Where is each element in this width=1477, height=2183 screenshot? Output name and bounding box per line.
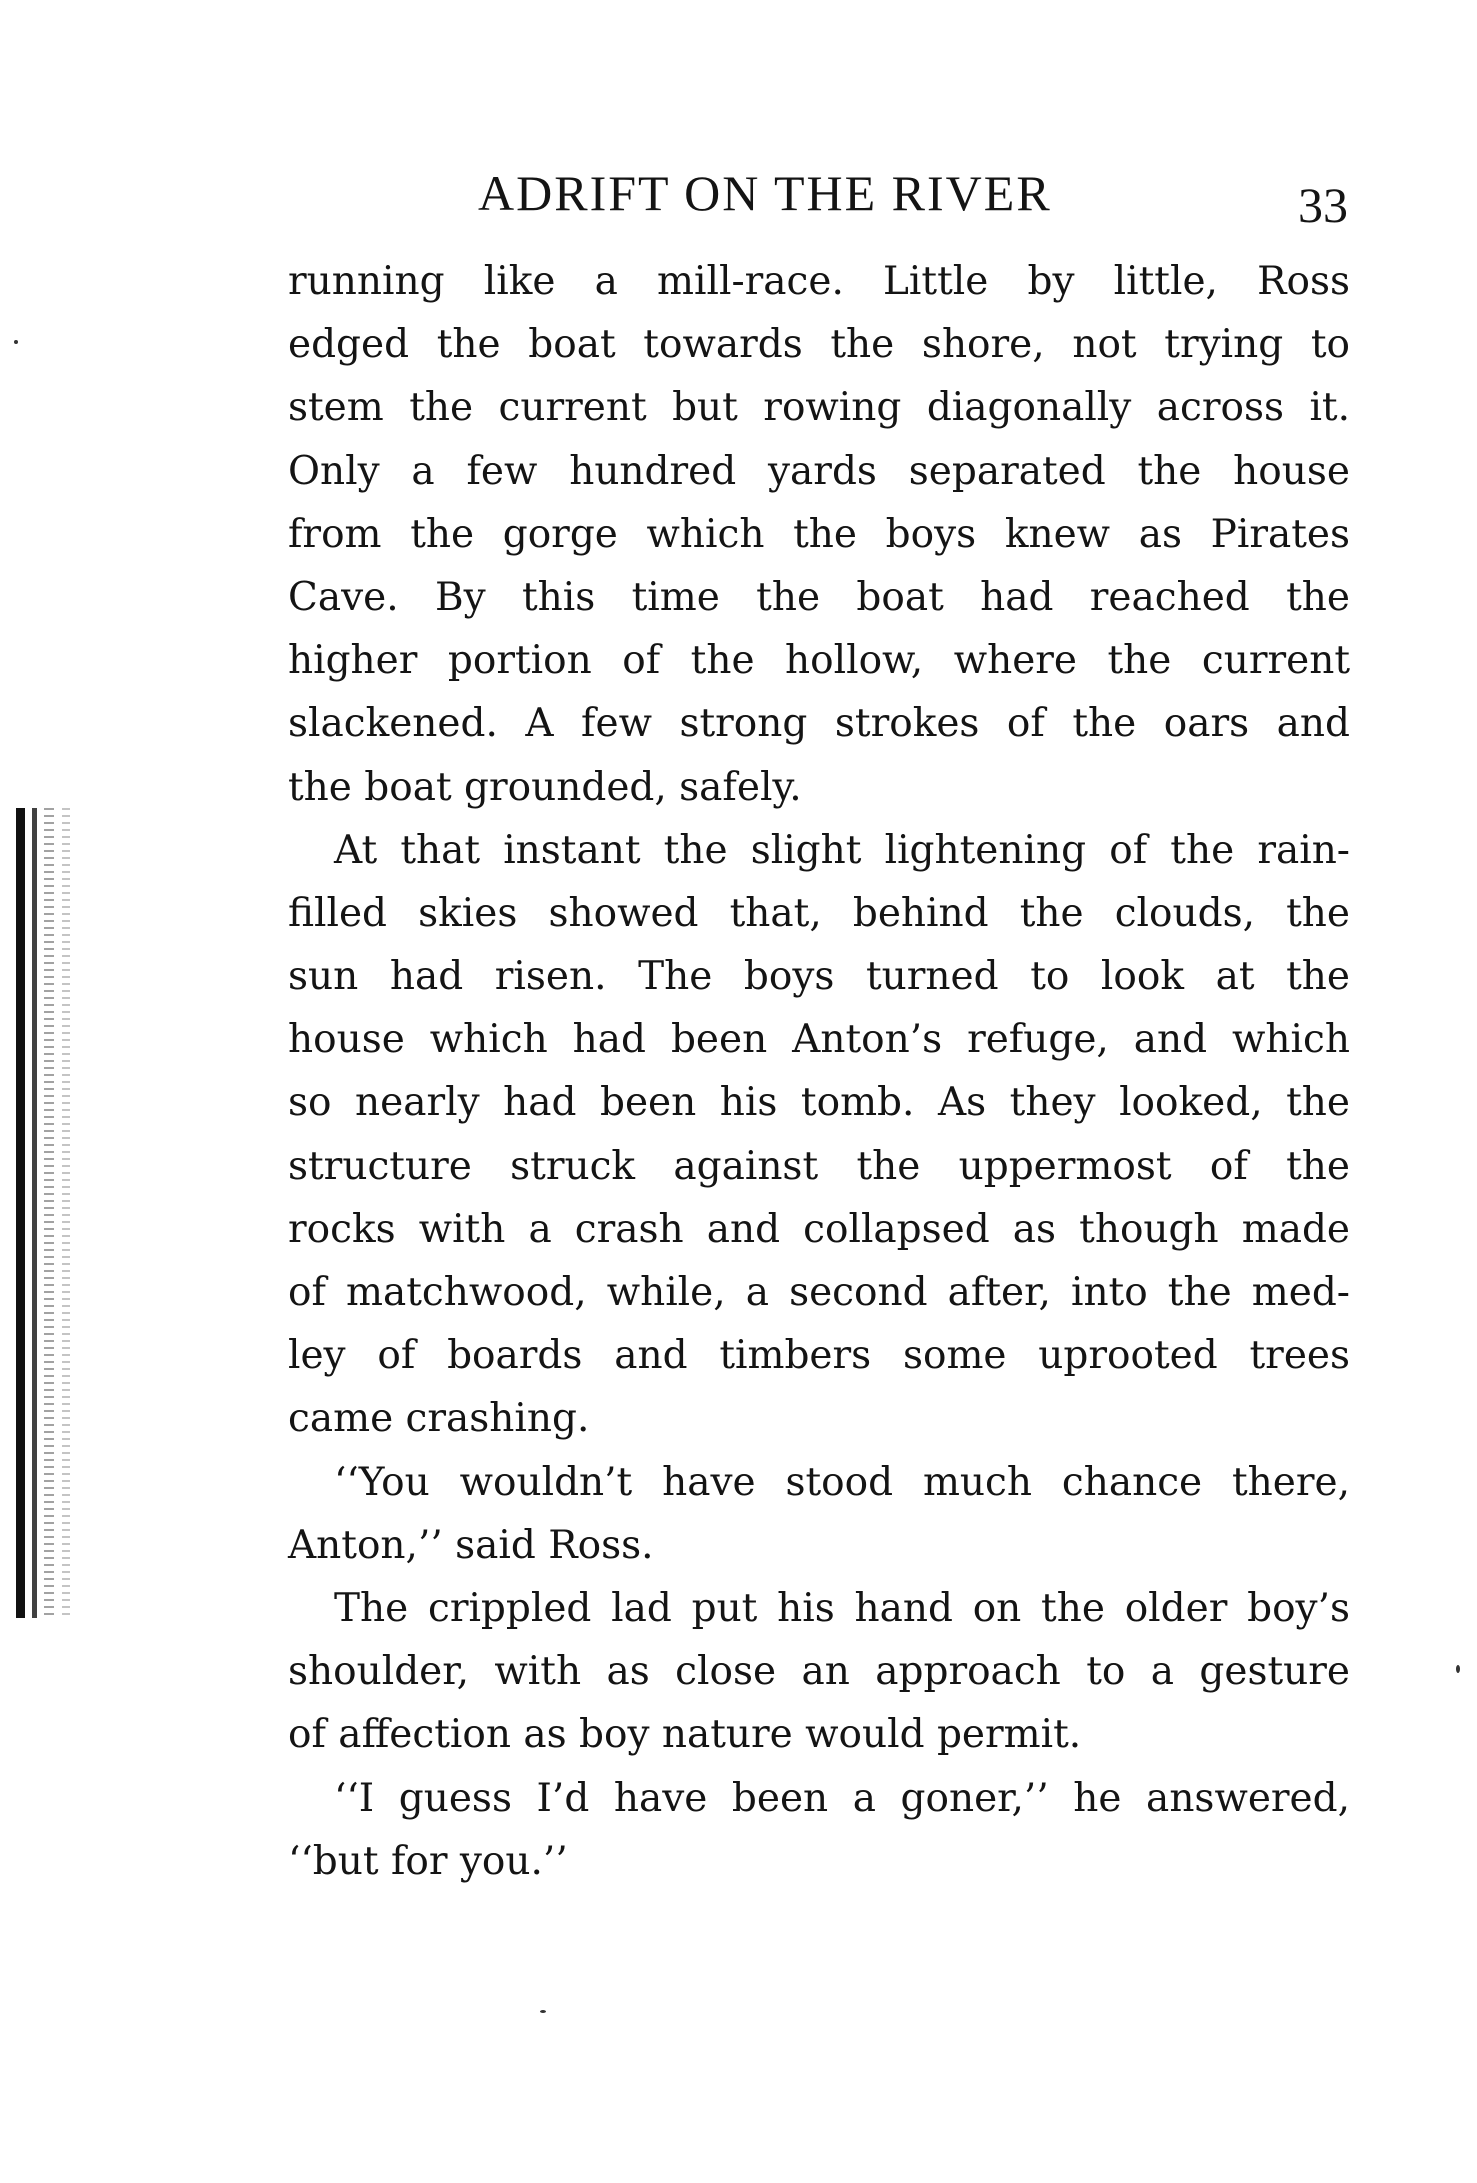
paragraph <box>288 250 1350 819</box>
text-line: sun had risen. The boys turned to look at the <box>288 954 1350 1000</box>
paragraph <box>288 1767 1350 1893</box>
scan-speck <box>540 2010 546 2013</box>
text-line: higher portion of the hollow, where the current <box>288 638 1350 684</box>
text-line: stem the current but rowing diagonally across it. <box>288 385 1350 431</box>
running-head-title: ADRIFT ON THE RIVER <box>478 165 1052 221</box>
text-line: structure struck against the uppermost of the <box>288 1143 1350 1189</box>
binding-shadow <box>10 808 90 1618</box>
binding-bar <box>32 808 37 1618</box>
text-line: from the gorge which the boys knew as Pirates <box>288 511 1350 557</box>
scan-speck <box>14 340 18 344</box>
paragraph <box>288 819 1350 1451</box>
text-line: so nearly had been his tomb. As they looked, the <box>288 1080 1350 1126</box>
text-line: The crippled lad put his hand on the older boy’s <box>334 1585 1350 1631</box>
text-line: of affection as boy nature would permit. <box>288 1712 1082 1758</box>
text-line: came crashing. <box>288 1396 590 1442</box>
binding-speckle <box>62 808 70 1618</box>
page-number: 33 <box>1298 177 1348 233</box>
text-line: the boat grounded, safely. <box>288 764 802 810</box>
text-line: Anton,’’ said Ross. <box>288 1522 654 1568</box>
text-line: filled skies showed that, behind the clouds, the <box>288 890 1350 936</box>
scan-speck <box>1456 1665 1460 1673</box>
running-head <box>288 158 1348 233</box>
text-line: of matchwood, while, a second after, into the med- <box>288 1270 1350 1315</box>
text-line: ley of boards and timbers some uprooted trees <box>288 1333 1350 1379</box>
text-line: edged the boat towards the shore, not trying to <box>288 322 1350 368</box>
text-line: house which had been Anton’s refuge, and which <box>288 1017 1350 1063</box>
paragraph <box>288 1451 1350 1577</box>
text-line: Cave. By this time the boat had reached the <box>288 574 1350 620</box>
text-line: rocks with a crash and collapsed as though made <box>288 1206 1350 1252</box>
text-line: slackened. A few strong strokes of the oars and <box>288 701 1350 747</box>
text-line: ‘‘I guess I’d have been a goner,’’ he answered, <box>334 1775 1350 1821</box>
text-line: Only a few hundred yards separated the house <box>288 448 1350 494</box>
paragraph <box>288 1577 1350 1767</box>
text-line: shoulder, with as close an approach to a gesture <box>288 1649 1350 1695</box>
text-line: ‘‘You wouldn’t have stood much chance there, <box>334 1459 1350 1505</box>
binding-bar <box>16 808 25 1618</box>
text-line: At that instant the slight lightening of the rain- <box>334 827 1350 873</box>
text-line: running like a mill-race. Little by little, Ross <box>288 259 1350 304</box>
text-line: ‘‘but for you.’’ <box>288 1838 568 1884</box>
binding-speckle <box>44 808 54 1618</box>
body-text <box>288 250 1350 1893</box>
